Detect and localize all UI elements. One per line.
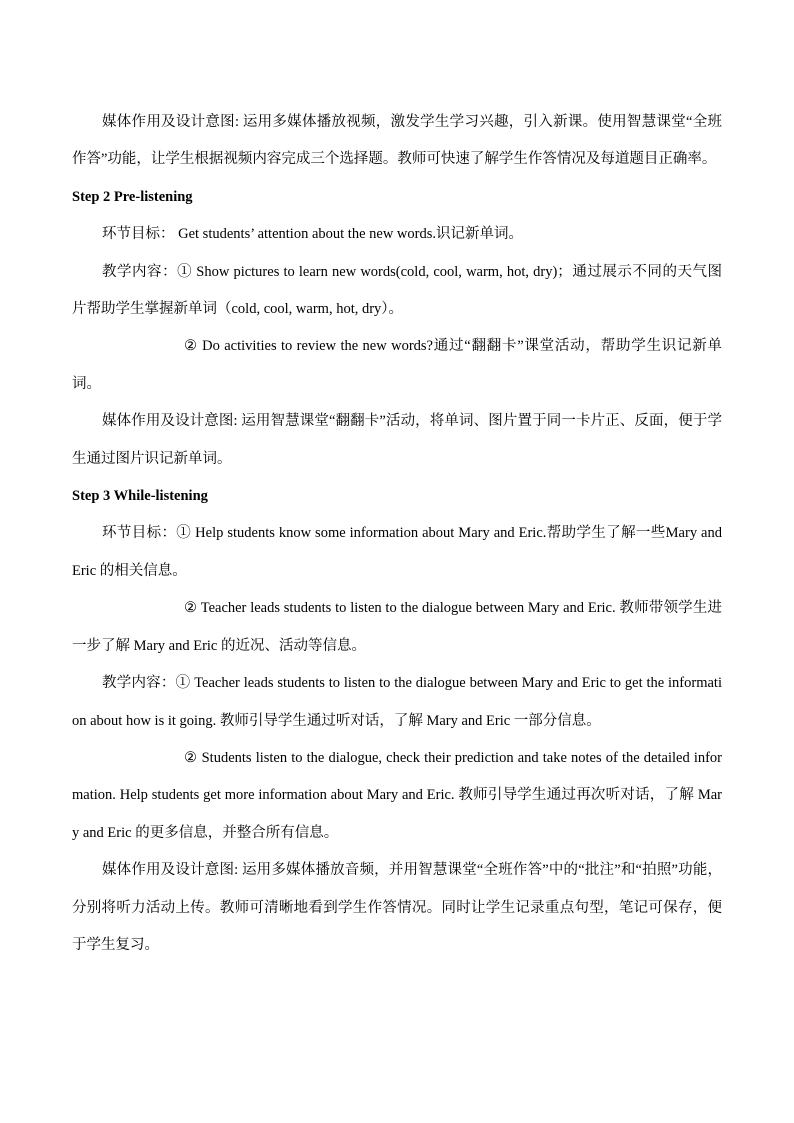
- step3-heading: Step 3 While-listening: [72, 488, 208, 505]
- step3-content-paragraph-2: ② Students listen to the dialogue, check their prediction and take notes of the detailed information. Help students get more information about Mary and Eric. 教师引导学生通过再次听对话，了解 Mary and Eric 的更多信息，并整合所有信息。: [72, 749, 722, 841]
- step1-media-paragraph: 媒体作用及设计意图: 运用多媒体播放视频，激发学生学习兴趣，引入新课。使用智慧课堂“全班作答”功能，让学生根据视频内容完成三个选择题。教师可快速了解学生作答情况及每道题目正确率。: [72, 114, 722, 168]
- step2-heading: Step 2 Pre-listening: [72, 188, 193, 205]
- step2-content-paragraph-1: 教学内容：① Show pictures to learn new words(cold, cool, warm, hot, dry)；通过展示不同的天气图片帮助学生掌握新单词（cold, cool, warm, hot, dry）。: [72, 263, 722, 318]
- step2-goal-paragraph: 环节目标： Get students’ attention about the new words.识记新单词。: [102, 226, 523, 243]
- step3-goal-paragraph-2: ② Teacher leads students to listen to the dialogue between Mary and Eric. 教师带领学生进一步了解 Mary and Eric 的近况、活动等信息。: [72, 600, 722, 654]
- step2-content-paragraph-2: ② Do activities to review the new words?通过“翻翻卡”课堂活动，帮助学生识记新单词。: [72, 338, 722, 392]
- step3-goal-paragraph-1: 环节目标：① Help students know some information about Mary and Eric.帮助学生了解一些Mary and Eric 的相关信息。: [72, 525, 722, 579]
- step3-content-paragraph-1: 教学内容：① Teacher leads students to listen to the dialogue between Mary and Eric to get the information about how is it going. 教师引导学生通过听对话，了解 Mary and Eric 一部分信息。: [72, 675, 722, 729]
- document-body: [72, 104, 722, 964]
- step2-media-paragraph: 媒体作用及设计意图: 运用智慧课堂“翻翻卡”活动，将单词、图片置于同一卡片正、反面，便于学生通过图片识记新单词。: [72, 413, 722, 467]
- step3-media-paragraph: 媒体作用及设计意图: 运用多媒体播放音频，并用智慧课堂“全班作答”中的“批注”和“拍照”功能，分别将听力活动上传。教师可清晰地看到学生作答情况。同时让学生记录重点句型，笔记可保存，便于学生复习。: [72, 862, 722, 953]
